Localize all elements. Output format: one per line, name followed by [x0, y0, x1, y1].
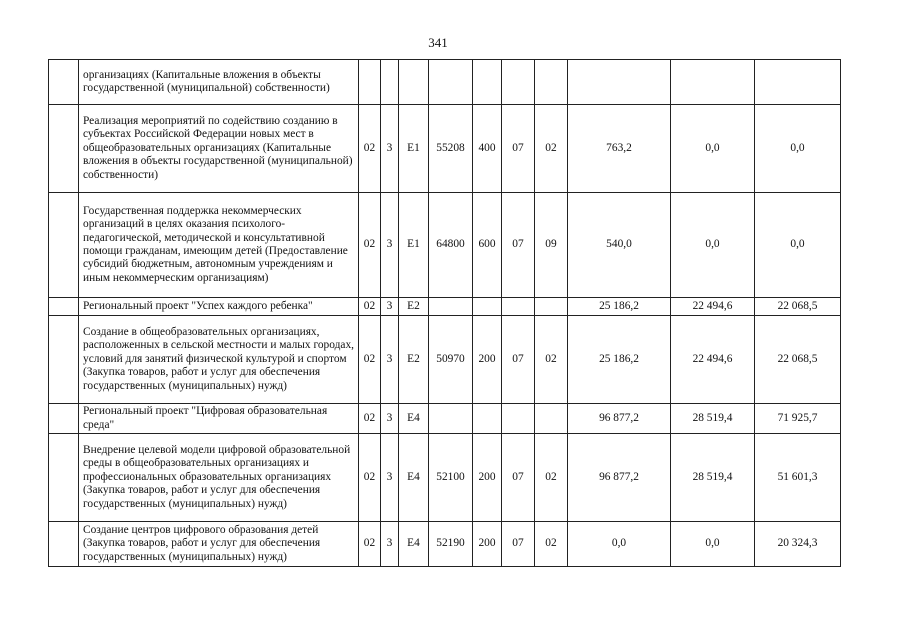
code-cell: 200: [473, 522, 502, 567]
code-cell: 52190: [429, 522, 473, 567]
code-cell: E4: [399, 434, 429, 522]
code-cell: 02: [359, 404, 381, 434]
amount-cell: 0,0: [671, 193, 755, 298]
code-cell: 600: [473, 193, 502, 298]
amount-cell: 0,0: [568, 522, 671, 567]
code-cell: 3: [381, 193, 399, 298]
code-cell: E4: [399, 522, 429, 567]
table-row: [49, 60, 841, 105]
amount-cell: 0,0: [671, 105, 755, 193]
row-marker-cell: [49, 434, 79, 522]
code-cell: 02: [535, 105, 568, 193]
amount-cell: 96 877,2: [568, 434, 671, 522]
table-row: [49, 522, 841, 567]
code-cell: [502, 404, 535, 434]
code-cell: 400: [473, 105, 502, 193]
amount-cell: 96 877,2: [568, 404, 671, 434]
amount-cell: 25 186,2: [568, 316, 671, 404]
table-row: [49, 298, 841, 316]
amount-cell: 28 519,4: [671, 404, 755, 434]
row-marker-cell: [49, 193, 79, 298]
amount-cell: 22 068,5: [755, 298, 841, 316]
budget-table: [48, 59, 841, 567]
amount-cell: 51 601,3: [755, 434, 841, 522]
amount-cell: [568, 60, 671, 105]
description-cell: Региональный проект "Цифровая образовательная среда": [79, 404, 359, 434]
table-row: [49, 193, 841, 298]
amount-cell: 0,0: [755, 193, 841, 298]
code-cell: 02: [359, 522, 381, 567]
code-cell: 3: [381, 522, 399, 567]
row-marker-cell: [49, 316, 79, 404]
description-cell: Создание центров цифрового образования детей (Закупка товаров, работ и услуг для обеспечения государственных (муниципальных) нужд): [79, 522, 359, 567]
code-cell: 200: [473, 316, 502, 404]
code-cell: 02: [359, 316, 381, 404]
description-cell: Создание в общеобразовательных организациях, расположенных в сельской местности и малых городах, условий для занятий физической культурой и спортом (Закупка товаров, работ и услуг для обеспечения государственных (муниципальных) нужд): [79, 316, 359, 404]
code-cell: 55208: [429, 105, 473, 193]
amount-cell: 0,0: [755, 105, 841, 193]
code-cell: 3: [381, 434, 399, 522]
amount-cell: 22 494,6: [671, 316, 755, 404]
amount-cell: 71 925,7: [755, 404, 841, 434]
description-cell: Государственная поддержка некоммерческих организаций в целях оказания психолого-педагогической, методической и консультативной помощи гражданам, имеющим детей (Предоставление субсидий бюджетным, автономным учреждениям и иным некоммерческим организациям): [79, 193, 359, 298]
amount-cell: [755, 60, 841, 105]
row-marker-cell: [49, 105, 79, 193]
row-marker-cell: [49, 298, 79, 316]
description-cell: Реализация мероприятий по содействию созданию в субъектах Российской Федерации новых мест в общеобразовательных организациях (Капитальные вложения в объекты государственной (муниципальной) собственности): [79, 105, 359, 193]
code-cell: 3: [381, 316, 399, 404]
amount-cell: 28 519,4: [671, 434, 755, 522]
code-cell: 07: [502, 105, 535, 193]
description-cell: организациях (Капитальные вложения в объекты государственной (муниципальной) собственности): [79, 60, 359, 105]
table-row: [49, 404, 841, 434]
code-cell: 09: [535, 193, 568, 298]
row-marker-cell: [49, 522, 79, 567]
code-cell: [473, 404, 502, 434]
table-row: [49, 316, 841, 404]
code-cell: [429, 60, 473, 105]
code-cell: 64800: [429, 193, 473, 298]
code-cell: 07: [502, 434, 535, 522]
amount-cell: [671, 60, 755, 105]
code-cell: 02: [359, 105, 381, 193]
code-cell: 02: [359, 193, 381, 298]
code-cell: 07: [502, 193, 535, 298]
amount-cell: 0,0: [671, 522, 755, 567]
code-cell: 02: [535, 434, 568, 522]
code-cell: E1: [399, 105, 429, 193]
code-cell: 52100: [429, 434, 473, 522]
code-cell: 02: [359, 298, 381, 316]
code-cell: 02: [535, 316, 568, 404]
code-cell: E1: [399, 193, 429, 298]
code-cell: [429, 404, 473, 434]
page-number: 341: [428, 35, 448, 50]
table-row: [49, 105, 841, 193]
code-cell: 02: [359, 434, 381, 522]
code-cell: 02: [535, 522, 568, 567]
code-cell: [473, 60, 502, 105]
code-cell: E4: [399, 404, 429, 434]
code-cell: [502, 298, 535, 316]
code-cell: [359, 60, 381, 105]
code-cell: 3: [381, 105, 399, 193]
code-cell: [429, 298, 473, 316]
code-cell: 3: [381, 404, 399, 434]
amount-cell: 540,0: [568, 193, 671, 298]
code-cell: [381, 60, 399, 105]
code-cell: [399, 60, 429, 105]
code-cell: 3: [381, 298, 399, 316]
code-cell: [535, 60, 568, 105]
code-cell: 07: [502, 522, 535, 567]
amount-cell: 22 068,5: [755, 316, 841, 404]
code-cell: [535, 404, 568, 434]
table-row: [49, 434, 841, 522]
code-cell: 07: [502, 316, 535, 404]
code-cell: 200: [473, 434, 502, 522]
amount-cell: 25 186,2: [568, 298, 671, 316]
amount-cell: 22 494,6: [671, 298, 755, 316]
amount-cell: 763,2: [568, 105, 671, 193]
code-cell: [473, 298, 502, 316]
code-cell: 50970: [429, 316, 473, 404]
row-marker-cell: [49, 404, 79, 434]
code-cell: [502, 60, 535, 105]
code-cell: E2: [399, 298, 429, 316]
amount-cell: 20 324,3: [755, 522, 841, 567]
code-cell: [535, 298, 568, 316]
row-marker-cell: [49, 60, 79, 105]
code-cell: E2: [399, 316, 429, 404]
description-cell: Региональный проект "Успех каждого ребенка": [79, 298, 359, 316]
description-cell: Внедрение целевой модели цифровой образовательной среды в общеобразовательных организациях и профессиональных образовательных организациях (Закупка товаров, работ и услуг для обеспечения государственных (муниципальных) нужд): [79, 434, 359, 522]
